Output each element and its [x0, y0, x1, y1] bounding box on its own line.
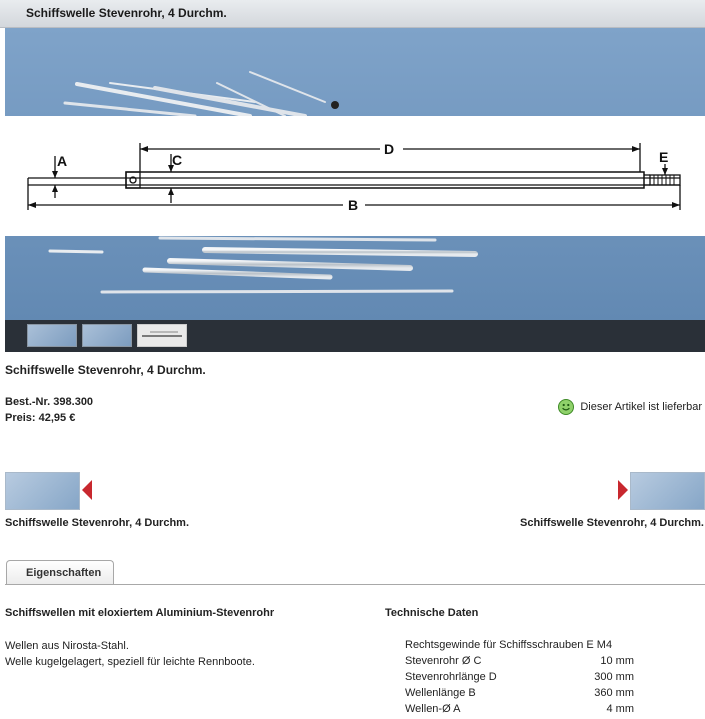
gallery-thumbnail-2[interactable]: [82, 324, 132, 347]
description-line: Wellen aus Nirosta-Stahl.: [5, 640, 129, 652]
details-description: [5, 638, 255, 670]
spec-label: Stevenrohrlänge D: [405, 671, 497, 683]
spec-label: Rechtsgewinde für Schiffsschrauben E M4: [405, 639, 613, 651]
details-heading: Schiffswellen mit eloxiertem Aluminium-Stevenrohr: [5, 607, 275, 619]
window-title: Schiffswelle Stevenrohr, 4 Durchm.: [26, 6, 227, 20]
table-row: [405, 653, 634, 669]
tech-heading: Technische Daten: [385, 607, 479, 619]
spec-label: Wellenlänge B: [405, 687, 476, 699]
label-a: A: [57, 153, 68, 169]
product-photo-illustration: [5, 28, 705, 352]
label-b: B: [348, 197, 359, 213]
gallery-thumbnail-3[interactable]: [137, 324, 187, 347]
spec-label: Wellen-Ø A: [405, 703, 461, 715]
product-image[interactable]: [5, 28, 705, 352]
spec-label: Stevenrohr Ø C: [405, 655, 482, 667]
table-row: [405, 685, 634, 701]
price: Preis: 42,95 €: [5, 412, 76, 424]
title-bar: [0, 0, 705, 28]
spec-value: 4 mm: [606, 703, 634, 715]
availability-status: [558, 399, 702, 415]
previous-product-thumbnail[interactable]: [5, 472, 80, 510]
spec-value: 360 mm: [594, 687, 634, 699]
diagram-panel: [5, 116, 705, 236]
label-c: C: [172, 152, 183, 168]
tab-label: Eigenschaften: [26, 567, 102, 579]
gallery-thumbnail-1[interactable]: [27, 324, 77, 347]
product-title: Schiffswelle Stevenrohr, 4 Durchm.: [5, 363, 206, 377]
spec-value: 300 mm: [594, 671, 634, 683]
previous-product-link[interactable]: Schiffswelle Stevenrohr, 4 Durchm.: [5, 517, 190, 529]
diagram-thumbnail-icon: [138, 325, 186, 346]
spec-value: 10 mm: [600, 655, 634, 667]
next-arrow-icon[interactable]: [618, 480, 628, 500]
previous-arrow-icon[interactable]: [82, 480, 92, 500]
tab-divider: [5, 584, 705, 585]
order-number: Best.-Nr. 398.300: [5, 396, 94, 408]
next-product-thumbnail[interactable]: [630, 472, 705, 510]
tab-eigenschaften[interactable]: [6, 560, 114, 584]
availability-text: Dieser Artikel ist lieferbar: [580, 401, 702, 413]
table-row: [405, 637, 634, 653]
smiley-icon: [558, 399, 574, 415]
label-d: D: [384, 141, 395, 157]
label-e: E: [659, 149, 669, 165]
table-row: [405, 701, 634, 717]
tech-specs-table: [405, 637, 634, 717]
table-row: [405, 669, 634, 685]
description-line: Welle kugelgelagert, speziell für leichte Rennboote.: [5, 656, 255, 668]
thumbnail-strip: [5, 320, 705, 352]
next-product-link[interactable]: Schiffswelle Stevenrohr, 4 Durchm.: [519, 517, 704, 529]
